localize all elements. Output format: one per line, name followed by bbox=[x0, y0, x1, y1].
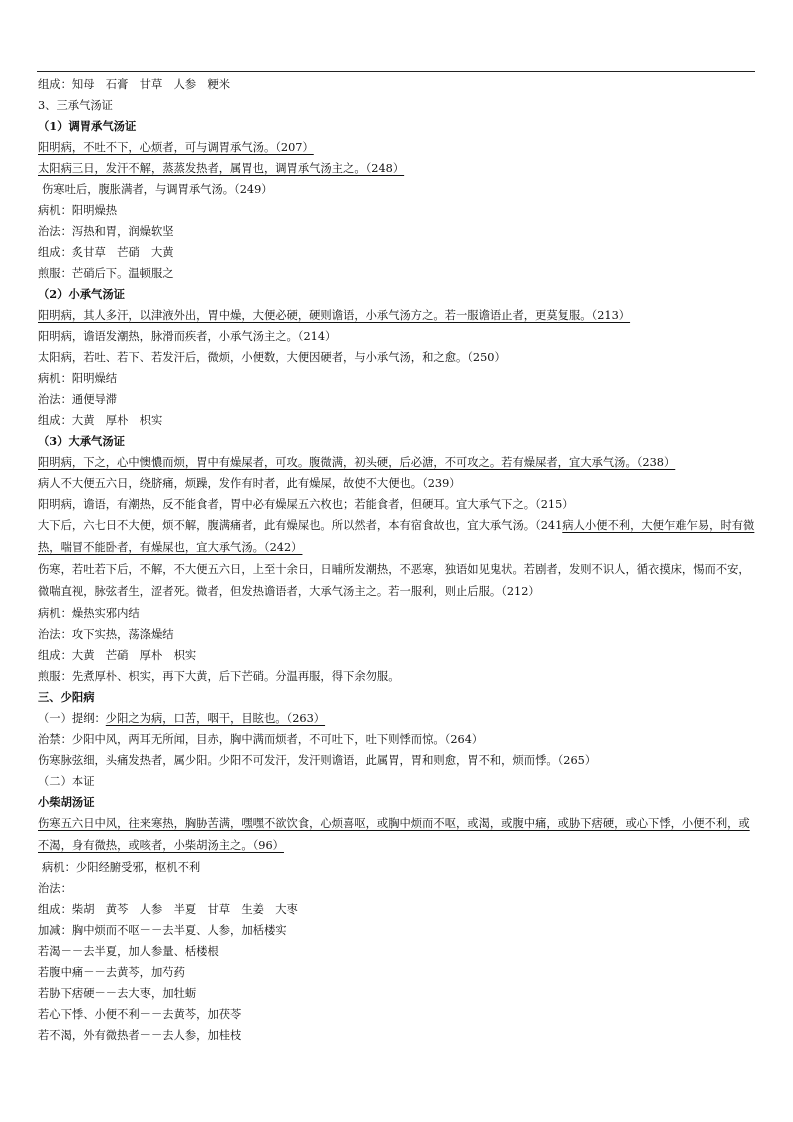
text-line-36: 组成：柴胡 黄芩 人参 半夏 甘草 生姜 大枣 bbox=[38, 903, 298, 916]
text-line-38: 若渴－－去半夏，加人参量、栝楼根 bbox=[38, 945, 219, 958]
text-line-5: 伤寒吐后，腹胀满者，与调胃承气汤。（249） bbox=[42, 183, 273, 196]
text-line-10: （2）小承气汤证 bbox=[38, 287, 125, 301]
text-line-29: 治禁：少阳中风，两耳无所闻，目赤，胸中满而烦者，不可吐下，吐下则悸而惊。（264） bbox=[38, 733, 484, 746]
text-line-2: （1）调胃承气汤证 bbox=[38, 119, 137, 133]
text-line-14: 病机：阳明燥结 bbox=[38, 372, 118, 385]
text-line-16: 组成：大黄 厚朴 枳实 bbox=[38, 414, 163, 427]
text-line-28: （一）提纲：少阳之为病，口苦，咽干，目眩也。（263） bbox=[38, 712, 326, 725]
text-line-41: 若心下悸、小便不利－－去黄芩，加茯苓 bbox=[38, 1008, 242, 1021]
document-body bbox=[38, 74, 760, 1046]
text-line-39: 若腹中痛－－去黄芩，加芍药 bbox=[38, 966, 185, 979]
text-line-26: 煎服：先煮厚朴、枳实，再下大黄，后下芒硝。分温再服，得下余勿服。 bbox=[38, 670, 400, 683]
text-line-19: 病人不大便五六日，绕脐痛，烦躁，发作有时者，此有燥屎，故使不大便也。（239） bbox=[38, 477, 461, 490]
text-line-25: 组成：大黄 芒硝 厚朴 枳实 bbox=[38, 649, 197, 662]
text-line-18: 阳明病，下之，心中懊憹而烦，胃中有燥屎者，可攻。腹微满，初头硬，后必溏，不可攻之。若有燥屎者，宜大承气汤。（238） bbox=[38, 456, 676, 469]
text-line-20: 阳明病，谵语，有潮热，反不能食者，胃中必有燥屎五六枚也；若能食者，但硬耳。宜大承气下之。（215） bbox=[38, 498, 574, 511]
text-line-8: 组成：炙甘草 芒硝 大黄 bbox=[38, 246, 174, 259]
text-line-6: 病机：阳明燥热 bbox=[38, 204, 118, 217]
header-rule bbox=[37, 71, 755, 72]
text-line-7: 治法：泻热和胃，润燥软坚 bbox=[38, 225, 174, 238]
text-line-12: 阳明病，谵语发潮热，脉滑而疾者，小承气汤主之。（214） bbox=[38, 330, 337, 343]
text-line-9: 煎服：芒硝后下。温顿服之 bbox=[38, 267, 174, 280]
text-line-21: 大下后，六七日不大便，烦不解，腹满痛者，此有燥屎也。所以然者，本有宿食故也，宜大承气汤。（241病人小便不利，大便乍难乍易，时有微热，喘冒不能卧者，有燥屎也，宜大承气汤。（242） bbox=[38, 519, 755, 554]
text-line-11: 阳明病，其人多汗，以津液外出，胃中燥，大便必硬，硬则谵语，小承气汤方之。若一服谵语止者，更莫复服。（213） bbox=[38, 309, 631, 322]
text-line-32: 小柴胡汤证 bbox=[38, 795, 95, 809]
text-line-17: （3）大承气汤证 bbox=[38, 434, 125, 448]
text-line-37: 加减：胸中烦而不呕－－去半夏、人参，加栝楼实 bbox=[38, 924, 287, 937]
text-line-40: 若胁下痞硬－－去大枣，加牡蛎 bbox=[38, 987, 197, 1000]
text-line-33: 伤寒五六日中风，往来寒热，胸胁苦满，嘿嘿不欲饮食，心烦喜呕，或胸中烦而不呕，或渴，或腹中痛，或胁下痞硬，或心下悸，小便不利，或不渴，身有微热，或咳者，小柴胡汤主之。（96） bbox=[38, 817, 750, 852]
text-line-24: 治法：攻下实热，荡涤燥结 bbox=[38, 628, 174, 641]
text-line-30: 伤寒脉弦细，头痛发热者，属少阳。少阳不可发汗，发汗则谵语，此属胃，胃和则愈，胃不和，烦而悸。（265） bbox=[38, 754, 597, 767]
text-line-0: 组成：知母 石膏 甘草 人参 粳米 bbox=[38, 78, 231, 91]
text-line-3: 阳明病，不吐不下，心烦者，可与调胃承气汤。（207） bbox=[38, 141, 314, 154]
text-line-31: （二）本证 bbox=[38, 775, 95, 788]
text-line-22: 伤寒，若吐若下后，不解，不大便五六日，上至十余日，日晡所发潮热，不恶寒，独语如见鬼状。若剧者，发则不识人，循衣摸床，惕而不安，微喘直视，脉弦者生，涩者死。微者，但发热谵语者，大承气汤主之。若一服利，则止后服。（212） bbox=[38, 563, 750, 598]
text-line-27: 三、少阳病 bbox=[38, 690, 95, 704]
text-line-23: 病机：燥热实邪内结 bbox=[38, 607, 140, 620]
text-line-4: 太阳病三日，发汗不解，蒸蒸发热者，属胃也，调胃承气汤主之。（248） bbox=[38, 162, 405, 175]
text-line-35: 治法： bbox=[38, 882, 72, 895]
text-line-15: 治法：通便导滞 bbox=[38, 393, 118, 406]
text-line-1: 3、三承气汤证 bbox=[38, 99, 113, 112]
text-line-34: 病机：少阳经腑受邪，枢机不利 bbox=[42, 861, 201, 874]
text-line-13: 太阳病，若吐、若下、若发汗后，微烦，小便数，大便因硬者，与小承气汤，和之愈。（250） bbox=[38, 351, 506, 364]
text-line-42: 若不渴，外有微热者－－去人参，加桂枝 bbox=[38, 1029, 242, 1042]
